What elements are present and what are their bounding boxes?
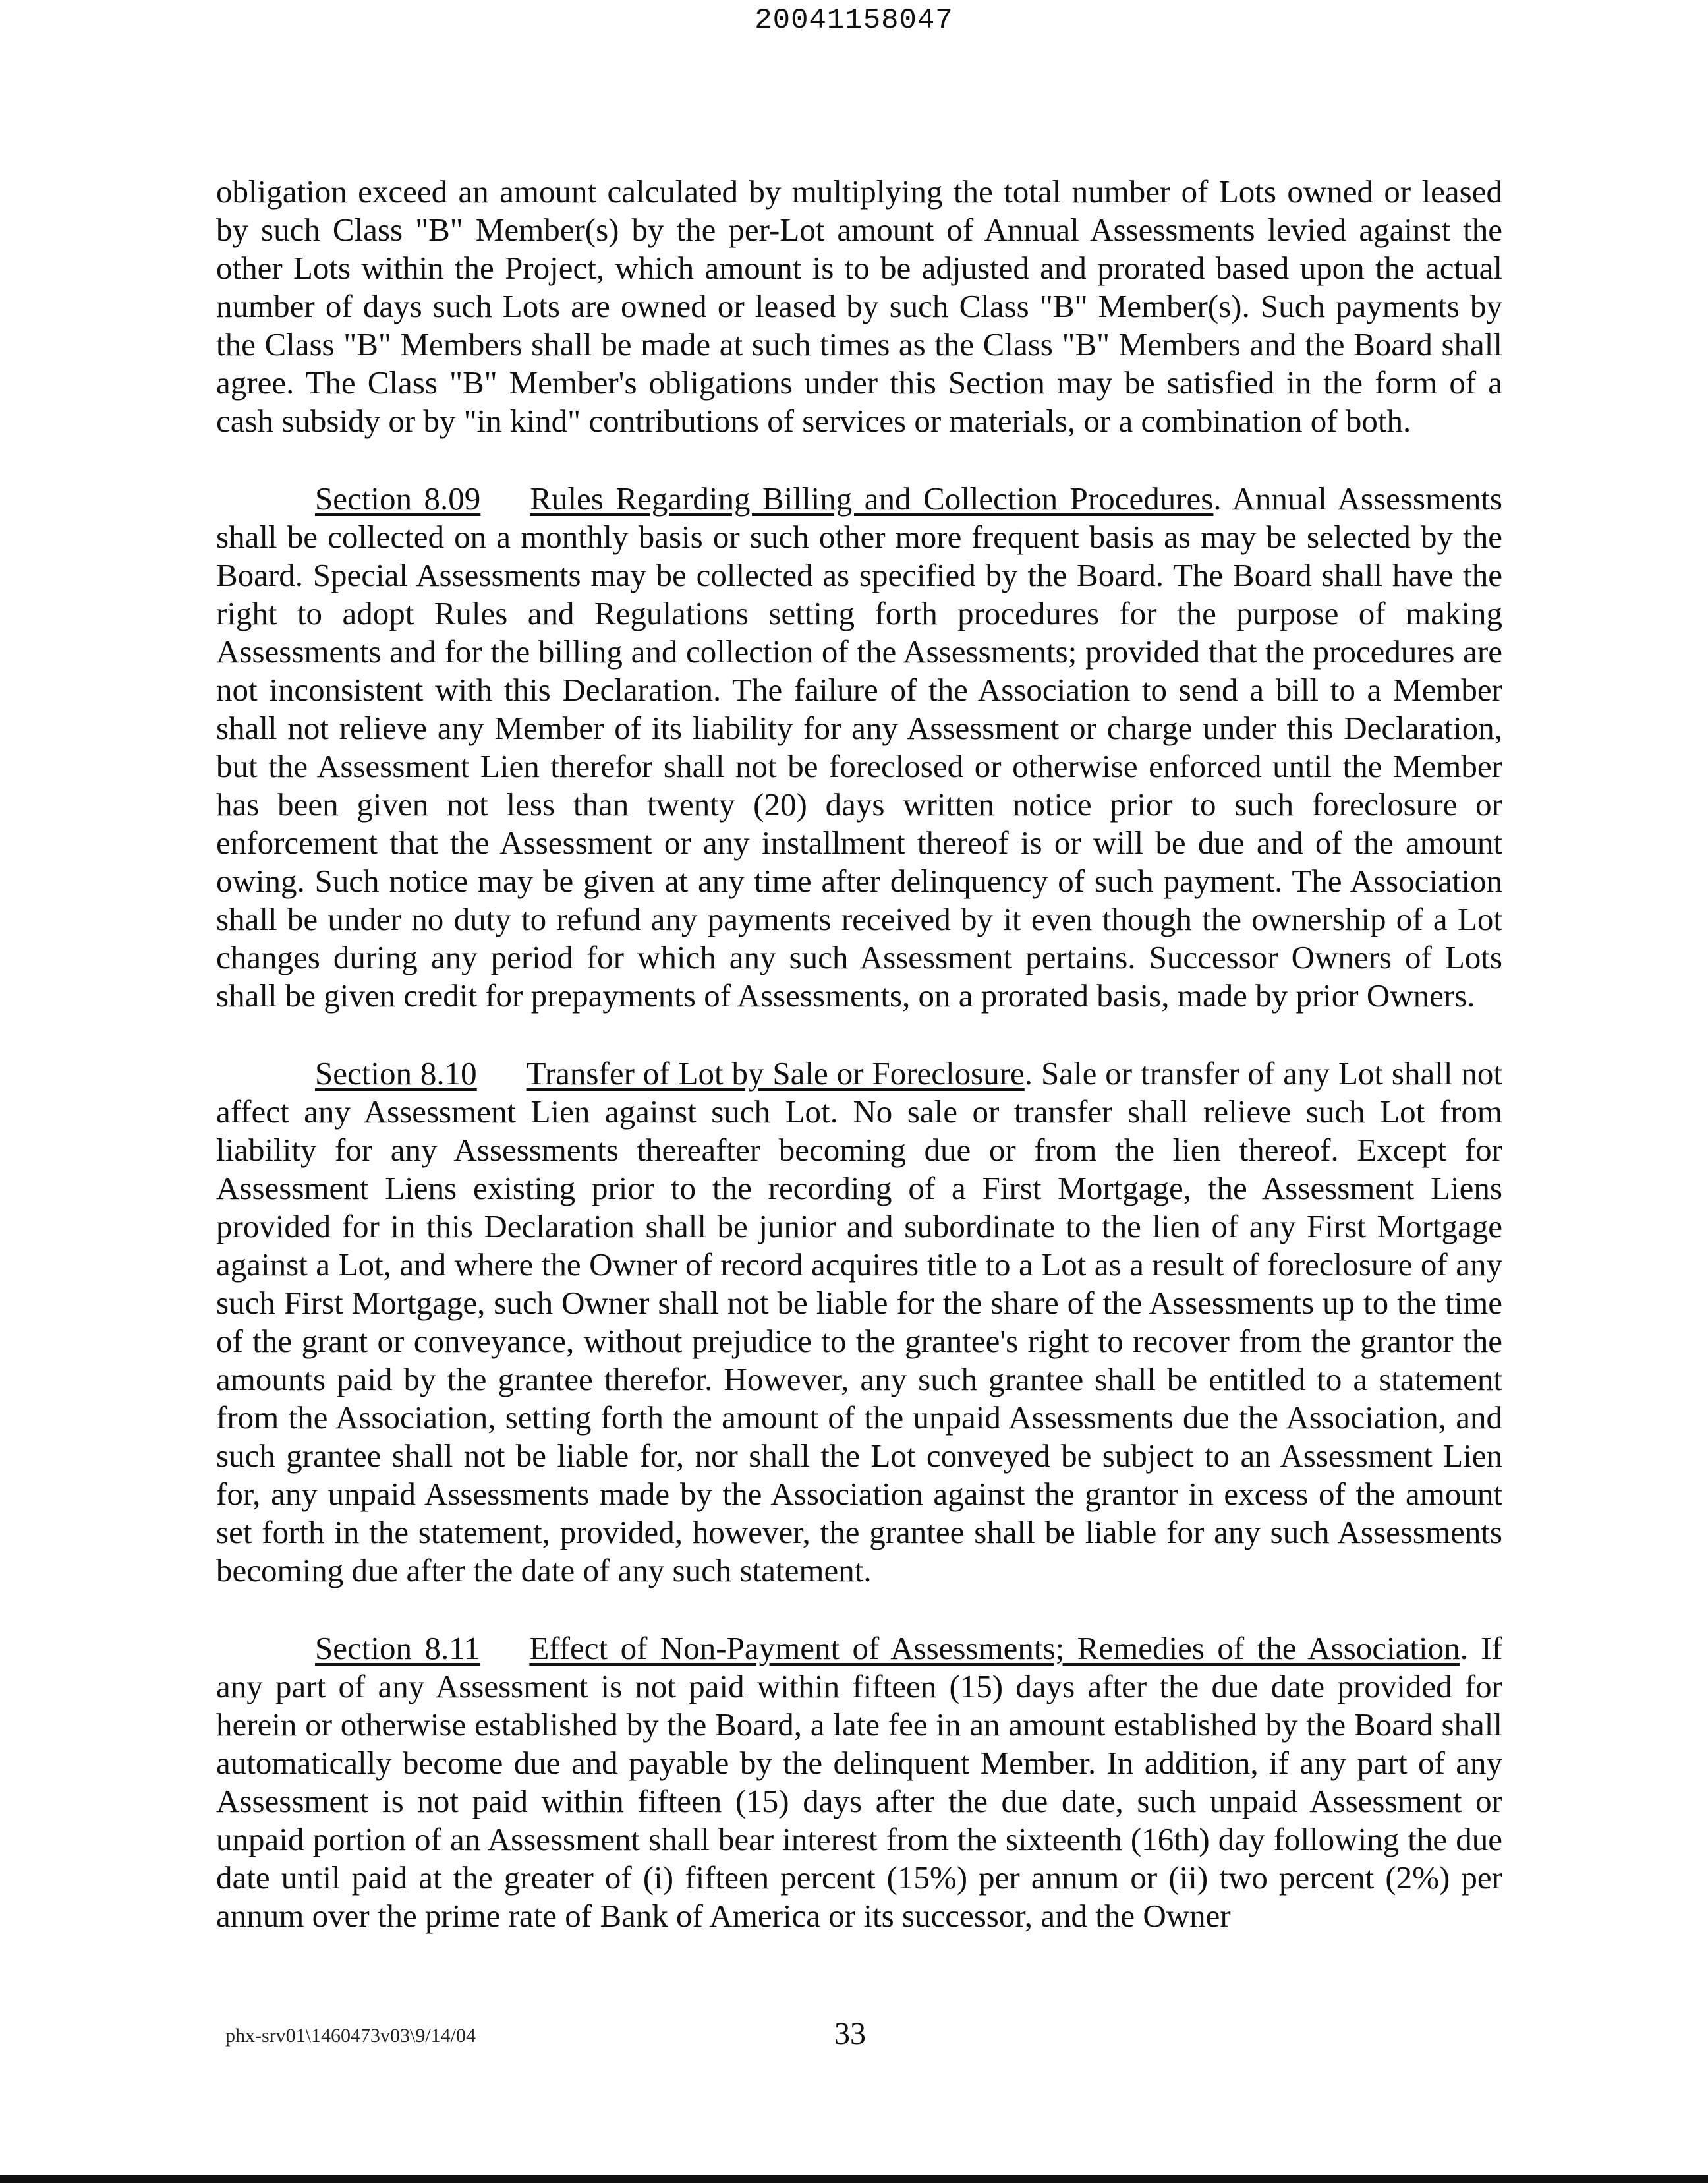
page-number: 33	[834, 2016, 866, 2051]
section-8-09-paragraph	[216, 480, 1502, 1015]
document-number: 20041158047	[754, 4, 954, 37]
section-8-11-paragraph	[216, 1629, 1502, 1935]
section-8-09-text: . Annual Assessments shall be collected on a monthly basis or such other more frequent basis as may be selected by the Board. Special Assessments may be collected as specified by the Board. The Board shall have the right to adopt Rules and Regulations setting forth procedures for the purpose of making Assessments and for the billing and collection of the Assessments; provided that the procedures are not inconsistent with this Declaration. The failure of the Association to send a bill to a Member shall not relieve any Member of its liability for any Assessment or charge under this Declaration, but the Assessment Lien therefor shall not be foreclosed or otherwise enforced until the Member has been given not less than twenty (20) days written notice prior to such foreclosure or enforcement that the Assessment or any installment thereof is or will be due and of the amount owing. Such notice may be given at any time after delinquency of such payment. The Association shall be under no duty to refund any payments received by it even though the ownership of a Lot changes during any period for which any such Assessment pertains. Successor Owners of Lots shall be given credit for prepayments of Assessments, on a prorated basis, made by prior Owners.	[216, 480, 1503, 1014]
section-8-10-number: Section 8.10	[315, 1055, 477, 1092]
document-body	[216, 173, 1502, 1975]
section-8-10-text: . Sale or transfer of any Lot shall not affect any Assessment Lien against such Lot. No sale or transfer shall relieve such Lot from liability for any Assessments thereafter becoming due or from the lien thereof. Except for Assessment Liens existing prior to the recording of a First Mortgage, the Assessment Liens provided for in this Declaration shall be junior and subordinate to the lien of any First Mortgage against a Lot, and where the Owner of record acquires title to a Lot as a result of foreclosure of any such First Mortgage, such Owner shall not be liable for the share of the Assessments up to the time of the grant or conveyance, without prejudice to the grantee's right to recover from the grantor the amounts paid by the grantee therefor. However, any such grantee shall be entitled to a statement from the Association, setting forth the amount of the unpaid Assessments due the Association, and such grantee shall not be liable for, nor shall the Lot conveyed be subject to an Assessment Lien for, any unpaid Assessments made by the Association against the grantor in excess of the amount set forth in the statement, provided, however, the grantee shall be liable for any such Assessments becoming due after the date of any such statement.	[216, 1055, 1502, 1588]
file-reference: phx-srv01\1460473v03\9/14/04	[225, 2025, 476, 2047]
section-8-11-title: Effect of Non-Payment of Assessments; Remedies of the Association	[529, 1630, 1460, 1666]
section-8-09-title: Rules Regarding Billing and Collection Procedures	[530, 480, 1214, 517]
bottom-border	[0, 2175, 1708, 2183]
section-8-10-title: Transfer of Lot by Sale or Foreclosure	[526, 1055, 1025, 1092]
section-8-11-text: . If any part of any Assessment is not paid within fifteen (15) days after the due date provided for herein or otherwise established by the Board, a late fee in an amount established by the Board shall automatically become due and payable by the delinquent Member. In addition, if any part of any Assessment is not paid within fifteen (15) days after the due date, such unpaid Assessment or unpaid portion of an Assessment shall bear interest from the sixteenth (16th) day following the due date until paid at the greater of (i) fifteen percent (15%) per annum or (ii) two percent (2%) per annum over the prime rate of Bank of America or its successor, and the Owner	[216, 1630, 1502, 1934]
section-8-09-number: Section 8.09	[315, 480, 481, 517]
paragraph-continuation: obligation exceed an amount calculated by multiplying the total number of Lots owned or leased by such Class "B" Member(s) by the per-Lot amount of Annual Assessments levied against the other Lots within the Project, which amount is to be adjusted and prorated based upon the actual number of days such Lots are owned or leased by such Class "B" Member(s). Such payments by the Class "B" Members shall be made at such times as the Class "B" Members and the Board shall agree. The Class "B" Member's obligations under this Section may be satisfied in the form of a cash subsidy or by "in kind" contributions of services or materials, or a combination of both.	[216, 173, 1502, 439]
section-8-11-number: Section 8.11	[315, 1630, 480, 1666]
section-8-10-paragraph	[216, 1055, 1502, 1590]
